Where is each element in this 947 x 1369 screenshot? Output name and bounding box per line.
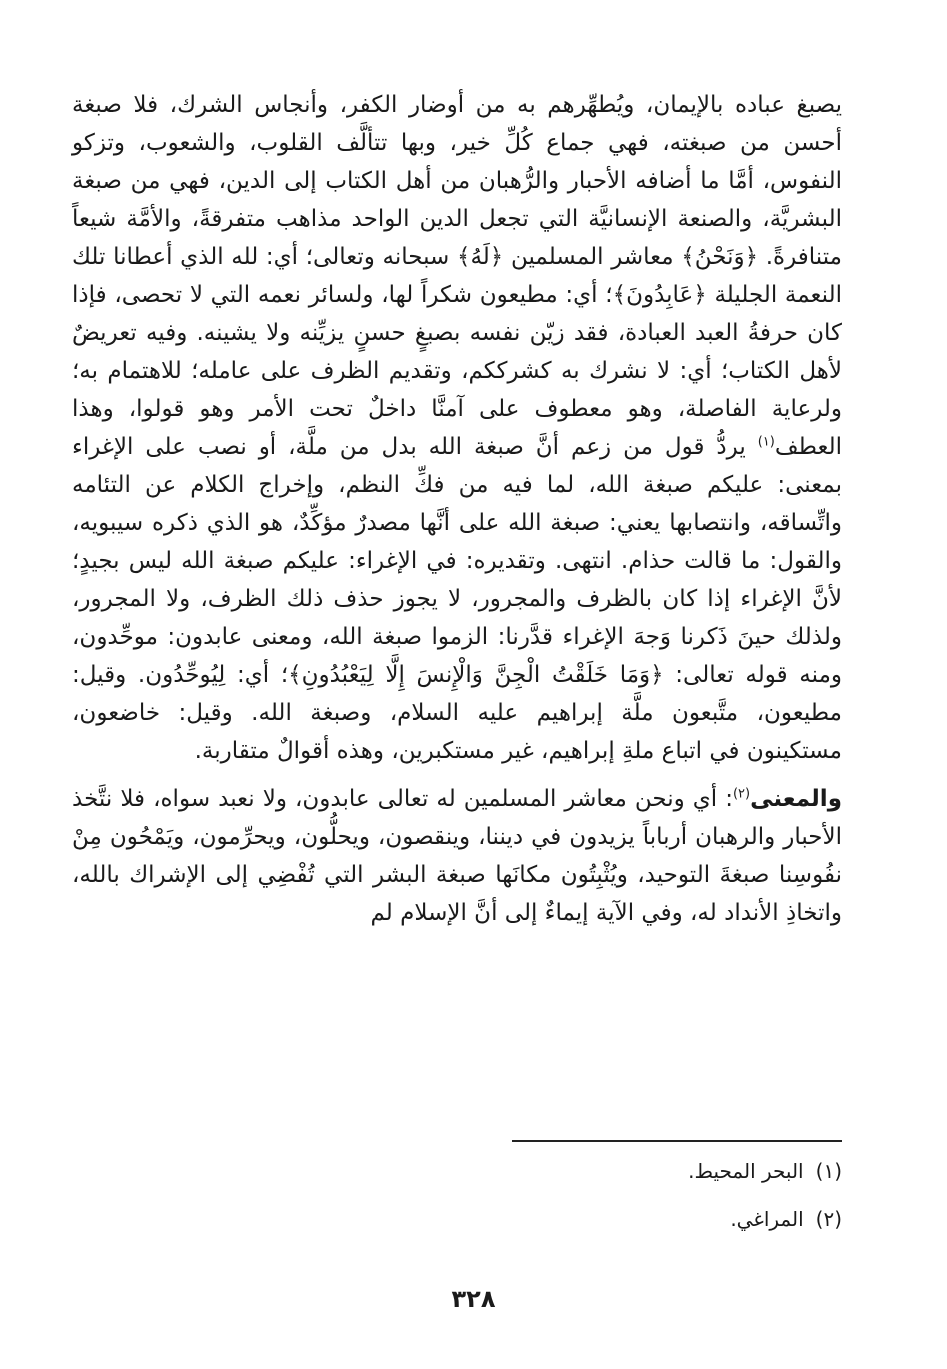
- footnote-ref-2: (٢): [732, 786, 751, 802]
- page-number: ٣٢٨: [451, 1285, 496, 1313]
- paragraph-1-continued: يردُّ قول من زعم أنَّ صبغة الله بدل من ملَّة، أو نصب على الإغراء بمعنى: عليكم صبغة الله، لما فيه من فكِّ النظم، وإخراج الكلام عن التئامه واتِّساقه، وانتصابها يعني: صبغة الله على أنَّها مصدرٌ مؤكِّدٌ، هو الذي ذكره سيبويه، والقول: ما قالت حذام. انتهى. وتقديره: في الإغراء: عليكم صبغة الله ليس بجيدٍ؛ لأنَّ الإغراء إذا كان بالظرف والمجرور، لا يجوز حذف ذلك الظرف، ولا المجرور، ولذلك حينَ ذَكرنا وَجهَ الإغراء قدَّرنا: الزموا صبغة الله، ومعنى عابدون: موحِّدون، ومنه قوله تعالى: ﴿وَمَا خَلَقْتُ الْجِنَّ وَالْإِنسَ إِلَّا لِيَعْبُدُونِ﴾؛ أي: لِيُوحِّدُون. وقيل: مطيعون، متَّبعون ملَّة إبراهيم عليه السلام، وصبغة الله. وقيل: خاضعون، مستكينون في اتباع ملةِ إبراهيم، غير مستكبرين، وهذه أقوالٌ متقاربة.: [72, 434, 842, 764]
- main-text: [72, 86, 842, 932]
- footnote-1: [72, 1156, 842, 1186]
- footnote-number: (٢): [815, 1207, 842, 1231]
- paragraph-2: [72, 780, 842, 932]
- footnote-ref-1: (١): [757, 434, 775, 450]
- footnotes: [72, 1156, 842, 1252]
- footnote-text: البحر المحيط.: [688, 1159, 804, 1183]
- footnote-text: المراغي.: [730, 1207, 804, 1231]
- paragraph-2-lead: والمعنى: [750, 786, 842, 812]
- footnote-separator: [512, 1140, 842, 1142]
- paragraph-1-text: يصبغ عباده بالإيمان، ويُطهِّرهم به من أوضار الكفر، وأنجاس الشرك، فلا صبغة أحسن من صبغته، فهي جماع كُلِّ خير، وبها تتألَّف القلوب، والشعوب، وتزكو النفوس، أمَّا ما أضافه الأحبار والرُّهبان من أهل الكتاب إلى الدين، فهي من صبغة البشريَّة، والصنعة الإنسانيَّة التي تجعل الدين الواحد مذاهب متفرقةً، والأمَّة شيعاً متنافرةً. ﴿وَنَحْنُ﴾ معاشر المسلمين ﴿لَهُ﴾ سبحانه وتعالى؛ أي: لله الذي أعطانا تلك النعمة الجليلة ﴿عَابِدُونَ﴾؛ أي: مطيعون شكراً لها، ولسائر نعمه التي لا تحصى، فإذا كان حرفةُ العبد العبادة، فقد زيّن نفسه بصبغٍ حسنٍ يزيِّنه ولا يشينه. وفيه تعريضٌ لأهل الكتاب؛ أي: لا نشرك به كشرككم، وتقديم الظرف على عامله؛ للاهتمام به؛ ولرعاية الفاصلة، وهو معطوف على آمنَّا داخلٌ تحت الأمر وهو قولوا، وهذا العطف: [72, 92, 842, 460]
- paragraph-1: [72, 86, 842, 770]
- paragraph-2-text: : أي ونحن معاشر المسلمين له تعالى عابدون، ولا نعبد سواه، فلا نتَّخذ الأحبار والرهبان أرباباً يزيدون في ديننا، وينقصون، ويحلُّون، ويحرِّمون، ويَمْحُون مِنْ نفُوسِنا صبغةَ التوحيد، ويُثْبِتُون مكانَها صبغة البشر التي تُفْضِي إلى الإشراك بالله، واتخاذِ الأنداد له، وفي الآية إيماءٌ إلى أنَّ الإسلام لم: [72, 786, 842, 926]
- footnote-number: (١): [815, 1159, 842, 1183]
- footnote-2: [72, 1204, 842, 1234]
